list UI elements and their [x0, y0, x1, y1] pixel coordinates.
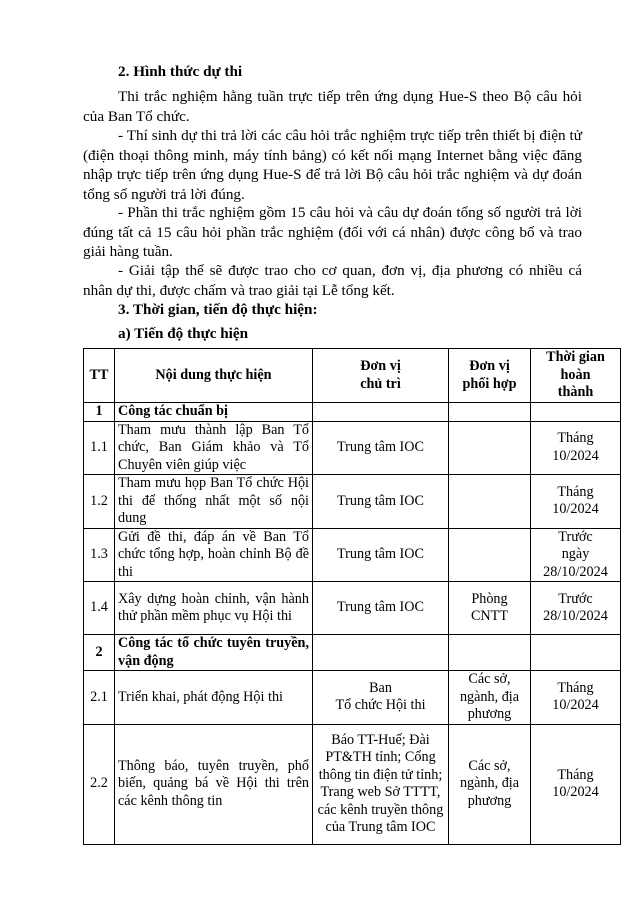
row-deadline: Trước 28/10/2024: [531, 582, 621, 635]
row-lead-unit: Trung tâm IOC: [313, 421, 449, 475]
row-lead-unit: Trung tâm IOC: [313, 475, 449, 529]
empty-cell: [449, 403, 531, 422]
row-lead-unit: Trung tâm IOC: [313, 528, 449, 582]
row-number: 1.4: [84, 582, 115, 635]
empty-cell: [531, 635, 621, 671]
section-2-heading: 2. Hình thức dự thi: [118, 63, 243, 80]
row-number: 1.3: [84, 528, 115, 582]
row-number: 1.2: [84, 475, 115, 529]
table-row: [84, 582, 621, 635]
row-coordinating-unit: Các sở, ngành, địa phương: [449, 724, 531, 844]
row-coordinating-unit: Các sở, ngành, địa phương: [449, 671, 531, 725]
group-1-number: 1: [84, 403, 115, 422]
group-1-title: Công tác chuẩn bị: [115, 403, 313, 422]
row-coordinating-unit: [449, 421, 531, 475]
row-coordinating-unit: [449, 528, 531, 582]
section-3-heading: 3. Thời gian, tiến độ thực hiện:: [118, 301, 318, 318]
table-row: [84, 475, 621, 529]
row-deadline: Tháng 10/2024: [531, 421, 621, 475]
header-content: Nội dung thực hiện: [115, 349, 313, 403]
empty-cell: [531, 403, 621, 422]
section-2-paragraph-2: - Thí sinh dự thi trả lời các câu hỏi trắc nghiệm trực tiếp trên thiết bị điện tử (điện thoại thông minh, máy tính bảng) có kết nối mạng Internet bằng việc đăng nhập trực tiếp trên ứng dụng Hue-S để trả lời Bộ câu hỏi trắc nghiệm và dự đoán tổng số người trả lời đúng.: [83, 127, 582, 203]
row-content: Thông báo, tuyên truyền, phổ biến, quảng bá về Hội thi trên các kênh thông tin: [115, 724, 313, 844]
group-2-number: 2: [84, 635, 115, 671]
header-tt: TT: [84, 349, 115, 403]
row-content: Gửi đề thi, đáp án về Ban Tổ chức tổng hợp, hoàn chỉnh Bộ đề thi: [115, 528, 313, 582]
header-coordinating-unit: Đơn vị phối hợp: [449, 349, 531, 403]
section-3a-subheading: a) Tiến độ thực hiện: [118, 325, 249, 342]
progress-table: [83, 348, 621, 845]
table-row: [84, 528, 621, 582]
row-lead-unit: Ban Tổ chức Hội thi: [313, 671, 449, 725]
table-row: [84, 724, 621, 844]
row-deadline: Tháng 10/2024: [531, 724, 621, 844]
row-content: Tham mưu họp Ban Tổ chức Hội thi để thống nhất một số nội dung: [115, 475, 313, 529]
group-2-title: Công tác tổ chức tuyên truyền, vận động: [115, 635, 313, 671]
row-coordinating-unit: Phòng CNTT: [449, 582, 531, 635]
table-row: [84, 671, 621, 725]
row-content: Triển khai, phát động Hội thi: [115, 671, 313, 725]
row-deadline: Trước ngày 28/10/2024: [531, 528, 621, 582]
table-row: [84, 421, 621, 475]
empty-cell: [449, 635, 531, 671]
section-2-paragraph-3: - Phần thi trắc nghiệm gồm 15 câu hỏi và câu dự đoán tổng số người trả lời đúng tất cả 15 câu hỏi phần trắc nghiệm (đối với cá nhân) được công bố và trao giải hàng tuần.: [83, 204, 582, 261]
row-number: 2.1: [84, 671, 115, 725]
row-content: Xây dựng hoàn chỉnh, vận hành thử phần mềm phục vụ Hội thi: [115, 582, 313, 635]
row-number: 2.2: [84, 724, 115, 844]
row-deadline: Tháng 10/2024: [531, 475, 621, 529]
row-lead-unit: Báo TT-Huế; Đài PT&TH tỉnh; Cổng thông tin điện tử tỉnh; Trang web Sở TTTT, các kênh truyền thông của Trung tâm IOC: [313, 724, 449, 844]
header-lead-unit: Đơn vị chủ trì: [313, 349, 449, 403]
row-deadline: Tháng 10/2024: [531, 671, 621, 725]
empty-cell: [313, 635, 449, 671]
section-2-paragraph-1: Thi trắc nghiệm hằng tuần trực tiếp trên ứng dụng Hue-S theo Bộ câu hỏi của Ban Tổ chức.: [83, 88, 582, 125]
row-number: 1.1: [84, 421, 115, 475]
header-deadline: Thời gian hoàn thành: [531, 349, 621, 403]
row-content: Tham mưu thành lập Ban Tổ chức, Ban Giám khảo và Tổ Chuyên viên giúp việc: [115, 421, 313, 475]
empty-cell: [313, 403, 449, 422]
section-2-paragraph-4: - Giải tập thể sẽ được trao cho cơ quan, đơn vị, địa phương có nhiều cá nhân dự thi, được chấm và trao giải tại Lễ tổng kết.: [83, 262, 582, 299]
table-group-row: [84, 635, 621, 671]
table-group-row: [84, 403, 621, 422]
row-coordinating-unit: [449, 475, 531, 529]
table-header-row: [84, 349, 621, 403]
row-lead-unit: Trung tâm IOC: [313, 582, 449, 635]
